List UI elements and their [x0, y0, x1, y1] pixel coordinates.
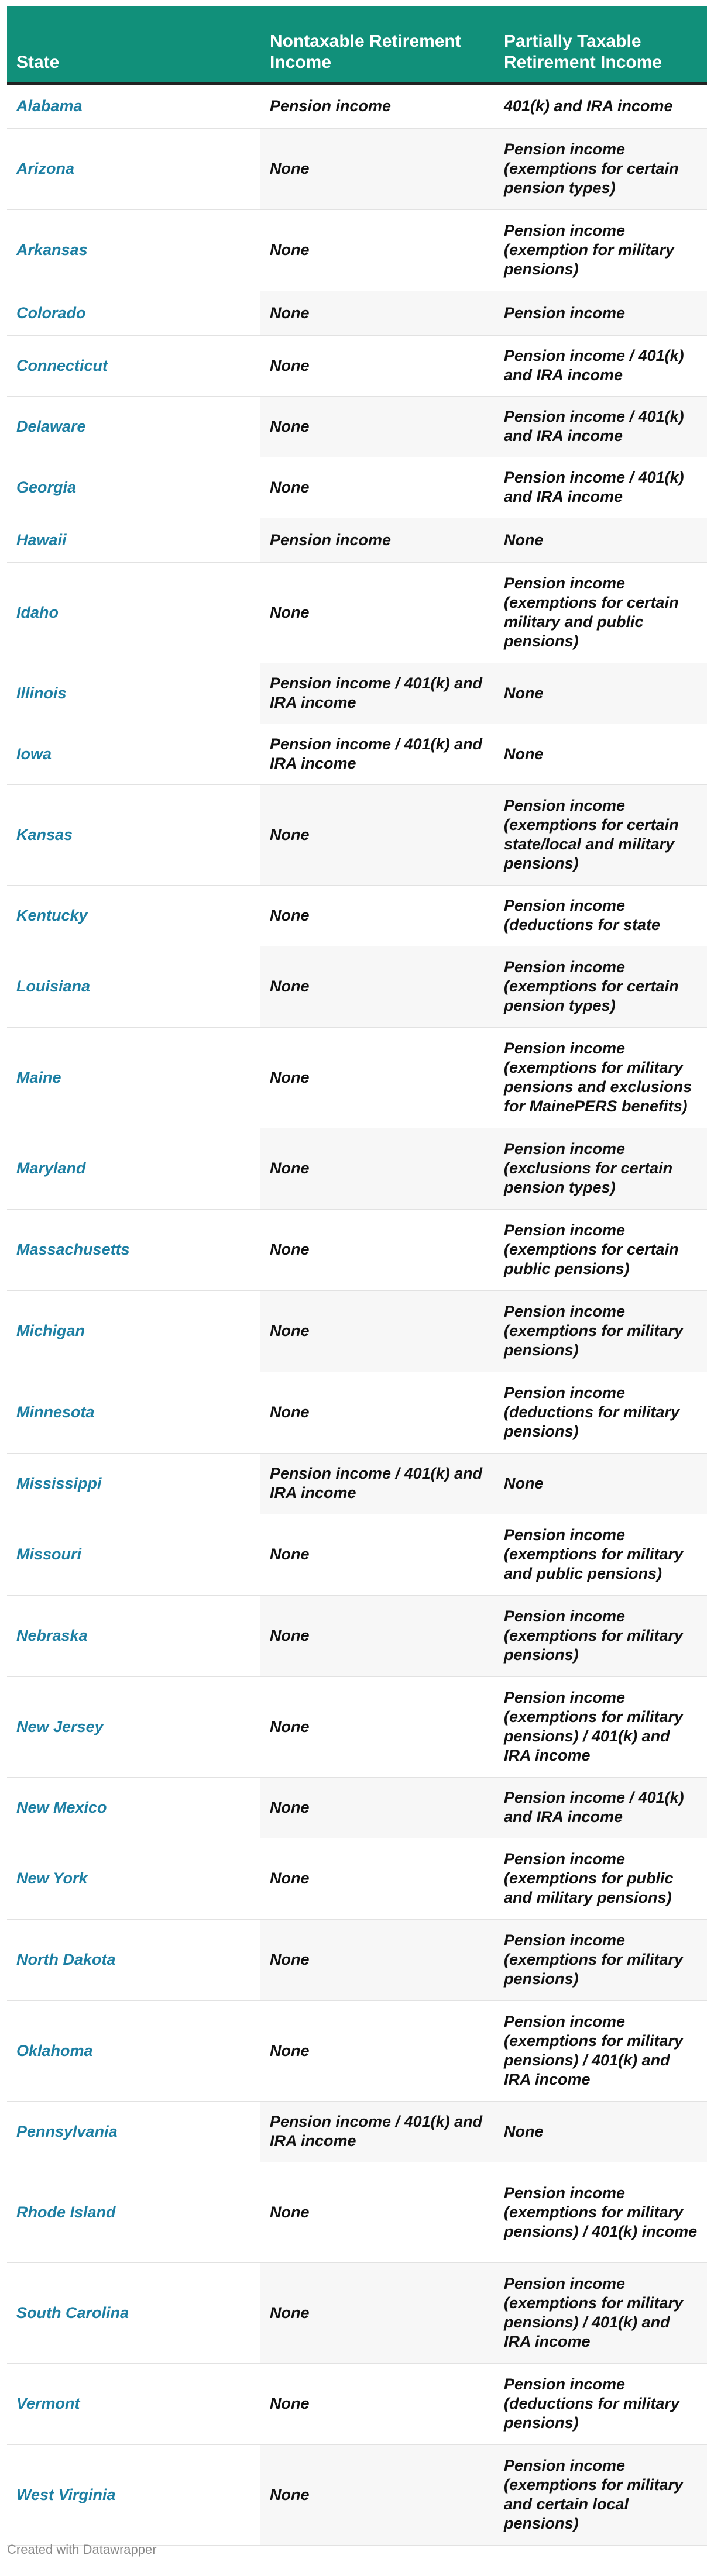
cell-state: South Carolina: [7, 2262, 260, 2363]
table-row: [7, 2101, 707, 2162]
table-row: [7, 396, 707, 457]
retirement-income-table: [7, 6, 707, 2546]
cell-state: Nebraska: [7, 1595, 260, 1676]
cell-state: Kentucky: [7, 885, 260, 946]
table-row: [7, 724, 707, 784]
cell-state: Hawaii: [7, 518, 260, 562]
table-row: [7, 209, 707, 291]
table-row: [7, 2000, 707, 2101]
cell-nontaxable: None: [260, 335, 495, 396]
cell-partially-taxable: Pension income (deductions for military pensions): [495, 2363, 707, 2444]
table-row: [7, 1919, 707, 2000]
cell-partially-taxable: Pension income (exemptions for military and certain local pensions): [495, 2444, 707, 2545]
cell-partially-taxable: None: [495, 1453, 707, 1514]
cell-state: Kansas: [7, 784, 260, 885]
cell-nontaxable: None: [260, 2000, 495, 2101]
cell-nontaxable: Pension income / 401(k) and IRA income: [260, 1453, 495, 1514]
cell-partially-taxable: Pension income (exemptions for military pensions) / 401(k) and IRA income: [495, 2000, 707, 2101]
cell-state: Connecticut: [7, 335, 260, 396]
cell-partially-taxable: Pension income (exemptions for certain pension types): [495, 946, 707, 1027]
cell-partially-taxable: None: [495, 724, 707, 784]
table-row: [7, 1027, 707, 1128]
cell-state: Missouri: [7, 1514, 260, 1595]
header-nontaxable[interactable]: Nontaxable Retirement Income: [260, 6, 495, 84]
cell-partially-taxable: Pension income (deductions for state: [495, 885, 707, 946]
cell-state: Idaho: [7, 562, 260, 663]
cell-state: Maryland: [7, 1128, 260, 1209]
table-row: [7, 1777, 707, 1838]
cell-nontaxable: None: [260, 2444, 495, 2545]
cell-partially-taxable: None: [495, 2101, 707, 2162]
header-partially-taxable[interactable]: Partially Taxable Retirement Income: [495, 6, 707, 84]
cell-state: Illinois: [7, 663, 260, 724]
cell-nontaxable: Pension income / 401(k) and IRA income: [260, 2101, 495, 2162]
cell-nontaxable: None: [260, 1128, 495, 1209]
cell-partially-taxable: Pension income (exemptions for military pensions) / 401(k) and IRA income: [495, 2262, 707, 2363]
cell-nontaxable: None: [260, 1838, 495, 1919]
cell-state: Alabama: [7, 84, 260, 128]
cell-nontaxable: Pension income: [260, 84, 495, 128]
cell-partially-taxable: Pension income / 401(k) and IRA income: [495, 1777, 707, 1838]
cell-partially-taxable: None: [495, 663, 707, 724]
cell-partially-taxable: 401(k) and IRA income: [495, 84, 707, 128]
cell-state: New Mexico: [7, 1777, 260, 1838]
cell-nontaxable: None: [260, 885, 495, 946]
cell-partially-taxable: Pension income (exemptions for military pensions): [495, 1290, 707, 1372]
header-state[interactable]: State: [7, 6, 260, 84]
cell-state: Georgia: [7, 457, 260, 518]
cell-partially-taxable: Pension income (exclusions for certain pension types): [495, 1128, 707, 1209]
cell-partially-taxable: Pension income (exemption for military pensions): [495, 209, 707, 291]
table-row: [7, 1209, 707, 1290]
cell-state: Colorado: [7, 291, 260, 335]
cell-partially-taxable: Pension income (exemptions for military pensions and exclusions for MainePERS benefits): [495, 1027, 707, 1128]
cell-state: Vermont: [7, 2363, 260, 2444]
cell-partially-taxable: Pension income (exemptions for public and military pensions): [495, 1838, 707, 1919]
table-row: [7, 885, 707, 946]
cell-partially-taxable: Pension income (exemptions for certain public pensions): [495, 1209, 707, 1290]
cell-partially-taxable: Pension income (exemptions for military pensions): [495, 1919, 707, 2000]
cell-partially-taxable: Pension income (exemptions for certain military and public pensions): [495, 562, 707, 663]
table-row: [7, 84, 707, 128]
cell-partially-taxable: Pension income (deductions for military pensions): [495, 1372, 707, 1453]
cell-partially-taxable: Pension income / 401(k) and IRA income: [495, 335, 707, 396]
cell-partially-taxable: Pension income (exemptions for military pensions) / 401(k) and IRA income: [495, 1676, 707, 1777]
table-row: [7, 2262, 707, 2363]
table-header: [7, 6, 707, 84]
cell-nontaxable: None: [260, 1372, 495, 1453]
table-row: [7, 518, 707, 562]
table-row: [7, 335, 707, 396]
table-row: [7, 1128, 707, 1209]
cell-nontaxable: None: [260, 1514, 495, 1595]
table-row: [7, 128, 707, 209]
cell-nontaxable: None: [260, 784, 495, 885]
cell-nontaxable: None: [260, 2262, 495, 2363]
cell-state: Louisiana: [7, 946, 260, 1027]
cell-state: Delaware: [7, 396, 260, 457]
table-row: [7, 457, 707, 518]
table-row: [7, 663, 707, 724]
table-row: [7, 2162, 707, 2262]
cell-nontaxable: None: [260, 946, 495, 1027]
table-row: [7, 1838, 707, 1919]
cell-partially-taxable: Pension income / 401(k) and IRA income: [495, 457, 707, 518]
cell-nontaxable: None: [260, 2162, 495, 2262]
cell-nontaxable: None: [260, 128, 495, 209]
cell-state: Minnesota: [7, 1372, 260, 1453]
table-row: [7, 2444, 707, 2545]
cell-partially-taxable: Pension income: [495, 291, 707, 335]
cell-state: West Virginia: [7, 2444, 260, 2545]
cell-state: New Jersey: [7, 1676, 260, 1777]
cell-state: Oklahoma: [7, 2000, 260, 2101]
cell-nontaxable: Pension income / 401(k) and IRA income: [260, 663, 495, 724]
cell-state: Arkansas: [7, 209, 260, 291]
table-row: [7, 1514, 707, 1595]
cell-state: Maine: [7, 1027, 260, 1128]
cell-state: North Dakota: [7, 1919, 260, 2000]
cell-nontaxable: None: [260, 1027, 495, 1128]
table-row: [7, 784, 707, 885]
cell-nontaxable: None: [260, 562, 495, 663]
table-row: [7, 1595, 707, 1676]
table-row: [7, 1372, 707, 1453]
table-row: [7, 562, 707, 663]
table-row: [7, 1453, 707, 1514]
cell-partially-taxable: None: [495, 518, 707, 562]
cell-state: New York: [7, 1838, 260, 1919]
table-row: [7, 1290, 707, 1372]
cell-state: Rhode Island: [7, 2162, 260, 2262]
cell-nontaxable: None: [260, 2363, 495, 2444]
cell-nontaxable: None: [260, 1676, 495, 1777]
cell-nontaxable: None: [260, 291, 495, 335]
table-body: [7, 84, 707, 2545]
cell-partially-taxable: Pension income / 401(k) and IRA income: [495, 396, 707, 457]
table-row: [7, 946, 707, 1027]
header-row: [7, 6, 707, 84]
cell-nontaxable: None: [260, 396, 495, 457]
cell-state: Massachusetts: [7, 1209, 260, 1290]
table-container: [7, 0, 707, 2557]
cell-nontaxable: Pension income: [260, 518, 495, 562]
cell-nontaxable: Pension income / 401(k) and IRA income: [260, 724, 495, 784]
cell-nontaxable: None: [260, 1209, 495, 1290]
cell-partially-taxable: Pension income (exemptions for certain pension types): [495, 128, 707, 209]
table-row: [7, 291, 707, 335]
cell-state: Iowa: [7, 724, 260, 784]
cell-state: Michigan: [7, 1290, 260, 1372]
cell-nontaxable: None: [260, 209, 495, 291]
cell-nontaxable: None: [260, 457, 495, 518]
table-row: [7, 2363, 707, 2444]
cell-state: Arizona: [7, 128, 260, 209]
cell-partially-taxable: Pension income (exemptions for military pensions): [495, 1595, 707, 1676]
table-row: [7, 1676, 707, 1777]
cell-nontaxable: None: [260, 1595, 495, 1676]
cell-partially-taxable: Pension income (exemptions for certain state/local and military pensions): [495, 784, 707, 885]
footer-credit[interactable]: Created with Datawrapper: [7, 2542, 157, 2557]
cell-partially-taxable: Pension income (exemptions for military and public pensions): [495, 1514, 707, 1595]
cell-nontaxable: None: [260, 1919, 495, 2000]
cell-nontaxable: None: [260, 1777, 495, 1838]
cell-partially-taxable: Pension income (exemptions for military pensions) / 401(k) income: [495, 2162, 707, 2262]
cell-nontaxable: None: [260, 1290, 495, 1372]
cell-state: Mississippi: [7, 1453, 260, 1514]
cell-state: Pennsylvania: [7, 2101, 260, 2162]
